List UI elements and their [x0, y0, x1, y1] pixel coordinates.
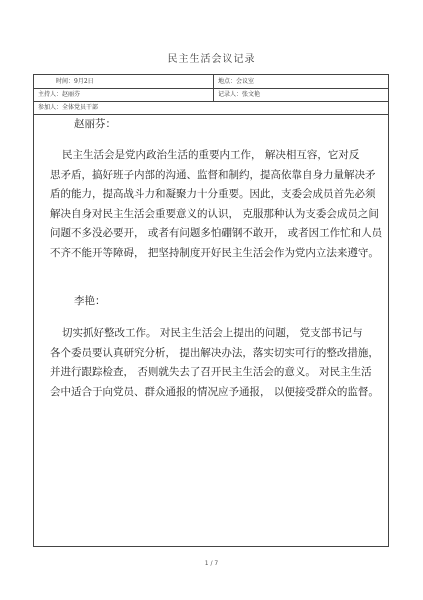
host-field	[38, 88, 80, 101]
attendees-value: 全体党员干部	[62, 104, 99, 111]
paragraph-line: 切实抓好整改工作。 对民主生活会上提出的问题， 党支部书记与	[62, 327, 363, 339]
recorder-field	[213, 88, 260, 101]
host-label: 主持人：	[38, 91, 63, 98]
speaker-name: 赵丽芬：	[74, 118, 116, 130]
location-label: 地点：	[218, 78, 237, 85]
time-value: 9月2日	[74, 78, 94, 85]
header-row-host-recorder	[34, 88, 388, 102]
attendees-field	[38, 101, 98, 114]
meeting-record-table	[33, 74, 389, 547]
attendees-label: 参加人：	[38, 104, 63, 111]
paragraph-line: 问题不多没必要开， 或者有问题多怕硼钢不敢开， 或者因工作忙和人员	[50, 227, 383, 239]
time-field	[56, 75, 94, 88]
speaker-name: 李艳：	[74, 295, 106, 307]
page-number: 1 / 7	[204, 560, 219, 567]
header-row-attendees	[34, 101, 388, 115]
header-row-time-location	[34, 75, 388, 89]
paragraph-line: 思矛盾，搞好班子内部的沟通、监督和制约，提高依靠自身力量解决矛	[50, 168, 376, 181]
paragraph-line: 不齐不能开等障碍， 把坚持制度开好民主生活会作为党内立法来遵守。	[50, 246, 379, 259]
paragraph-line: 民主生活会是党内政治生活的重要内工作， 解决相互容，它对反	[62, 149, 360, 161]
paragraph-line: 盾的能力，提高战斗力和凝聚力十分重要。因此，支委会成员首先必须	[50, 188, 376, 200]
recorder-value: 张文艳	[242, 91, 261, 98]
speech-paragraph	[50, 146, 383, 263]
paragraph-line: 解决自身对民主生活会重要意义的认识， 克服那种认为支委会成员之间	[50, 207, 379, 220]
paragraph-line: 并进行跟踪检查， 否则就失去了召开民主生活会的意义。 对民主生活	[50, 366, 372, 378]
location-value: 会议室	[236, 78, 255, 85]
document-title: 民主生活会议记录	[167, 54, 256, 65]
paragraph-line: 各个委员要认真研究分析， 提出解决办法，落实切实可行的整改措施，	[50, 346, 379, 359]
time-label: 时间：	[56, 78, 75, 85]
meeting-notes-body	[34, 115, 388, 546]
location-field	[213, 75, 254, 88]
paragraph-line: 会中适合于向党员、群众通报的情况应予通报， 以便接受群众的监督。	[50, 385, 379, 398]
speech-paragraph	[50, 324, 378, 402]
recorder-label: 记录人：	[218, 91, 243, 98]
host-value: 赵丽芬	[62, 91, 81, 98]
